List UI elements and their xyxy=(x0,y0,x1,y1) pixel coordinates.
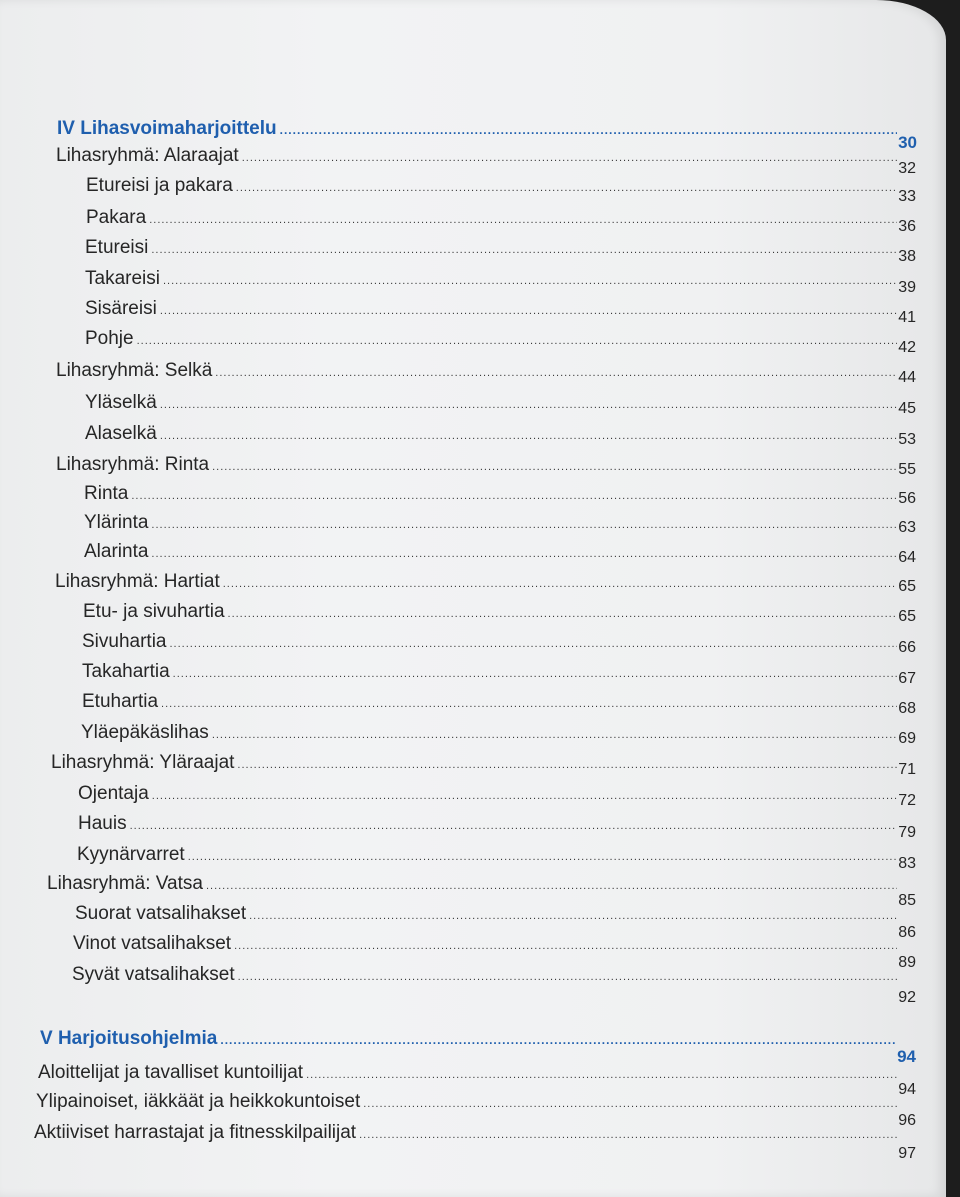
toc-entry-page: 86 xyxy=(898,924,916,941)
toc-entry-label: Suorat vatsalihakset xyxy=(75,903,247,924)
toc-entry-page: 65 xyxy=(898,578,916,595)
toc-entry xyxy=(85,392,916,417)
toc-entry xyxy=(47,873,916,909)
toc-leader-dots xyxy=(151,244,897,256)
toc-entry-page: 97 xyxy=(898,1145,916,1162)
toc-leader-dots xyxy=(170,638,898,650)
toc-entry xyxy=(85,298,916,326)
toc-entry-page: 36 xyxy=(898,218,916,235)
toc-entry-page: 41 xyxy=(898,309,916,326)
toc-leader-dots xyxy=(160,305,897,317)
toc-entry-page: 65 xyxy=(898,608,916,625)
toc-entry xyxy=(36,1091,916,1129)
toc-entry-page: 53 xyxy=(898,431,916,448)
toc-entry-page: 85 xyxy=(898,892,916,909)
toc-entry xyxy=(56,360,916,386)
toc-leader-dots xyxy=(280,123,897,137)
toc-entry xyxy=(38,1062,916,1098)
toc-leader-dots xyxy=(236,182,897,194)
toc-leader-dots xyxy=(237,759,897,771)
toc-entry-label: Sivuhartia xyxy=(82,631,167,652)
toc-entry-label: Alaselkä xyxy=(85,423,157,444)
toc-leader-dots xyxy=(131,490,897,502)
toc-leader-dots xyxy=(188,851,898,863)
toc-entry-label: Rinta xyxy=(84,483,129,504)
toc-leader-dots xyxy=(151,519,897,531)
toc-entry xyxy=(56,145,916,177)
toc-leader-dots xyxy=(149,214,897,226)
toc-entry xyxy=(85,423,916,448)
toc-leader-dots xyxy=(359,1129,897,1141)
toc-entry-page: 89 xyxy=(898,954,916,971)
toc-entry-page: 83 xyxy=(898,855,916,872)
toc-entry-page: 68 xyxy=(898,700,916,717)
toc-leader-dots xyxy=(151,548,897,560)
toc-entry-label: Aloittelijat ja tavalliset kuntoilijat xyxy=(38,1062,304,1083)
toc-entry-page: 45 xyxy=(898,400,916,417)
toc-entry-label: Lihasryhmä: Alaraajat xyxy=(56,145,239,166)
toc-entry-label: Takahartia xyxy=(82,661,170,682)
toc-entry-label: Syvät vatsalihakset xyxy=(72,964,235,985)
toc-leader-dots xyxy=(249,910,897,922)
toc-entry-label: Lihasryhmä: Vatsa xyxy=(47,873,203,894)
toc-leader-dots xyxy=(137,335,898,347)
toc-entry-label: Hauis xyxy=(78,813,127,834)
toc-entry xyxy=(84,483,916,505)
toc-entry xyxy=(56,454,916,476)
toc-entry-label: Pohje xyxy=(85,328,134,349)
toc-entry-page: 56 xyxy=(898,490,916,507)
toc-entry xyxy=(77,844,916,872)
toc-leader-dots xyxy=(238,971,898,983)
toc-entry xyxy=(75,903,916,941)
toc-entry-label: Takareisi xyxy=(85,268,160,289)
toc-heading-v xyxy=(40,1028,916,1066)
toc-leader-dots xyxy=(242,152,897,164)
toc-leader-dots xyxy=(228,608,898,620)
toc-heading-title: IV Lihasvoimaharjoittelu xyxy=(57,118,277,139)
toc-entry xyxy=(83,601,916,623)
toc-entry-page: 39 xyxy=(898,279,916,296)
toc-entry-label: Lihasryhmä: Selkä xyxy=(56,360,213,381)
toc-entry xyxy=(78,813,916,841)
toc-leader-dots xyxy=(223,578,897,590)
toc-heading-page: 94 xyxy=(897,1047,916,1066)
toc-entry xyxy=(85,237,916,265)
toc-heading-title: V Harjoitusohjelmia xyxy=(40,1028,218,1049)
toc-leader-dots xyxy=(161,698,897,710)
toc-entry-page: 44 xyxy=(898,369,916,386)
toc-entry-label: Yläepäkäslihas xyxy=(81,722,209,743)
toc-entry-page: 72 xyxy=(898,792,916,809)
toc-entry-page: 32 xyxy=(898,160,916,177)
toc-leader-dots xyxy=(234,940,897,952)
toc-entry-label: Vinot vatsalihakset xyxy=(73,933,232,954)
toc-leader-dots xyxy=(160,430,897,442)
toc-leader-dots xyxy=(206,880,897,892)
toc-entry-page: 92 xyxy=(898,989,916,1006)
toc-entry xyxy=(85,328,916,356)
toc-entry-label: Sisäreisi xyxy=(85,298,157,319)
toc-entry xyxy=(82,691,916,717)
toc-entry-page: 66 xyxy=(898,639,916,656)
toc-entry xyxy=(72,964,916,1006)
toc-entry xyxy=(86,175,916,205)
toc-entry-page: 67 xyxy=(898,670,916,687)
toc-leader-dots xyxy=(220,1033,896,1047)
toc-leader-dots xyxy=(173,668,898,680)
toc-entry-label: Kyynärvarret xyxy=(77,844,185,865)
toc-entry-page: 96 xyxy=(898,1112,916,1129)
toc-entry-label: Ylärinta xyxy=(84,512,149,533)
toc-entry xyxy=(81,722,916,747)
toc-entry xyxy=(84,541,916,566)
toc-heading-page: 30 xyxy=(898,133,917,152)
toc-entry-page: 69 xyxy=(898,730,916,747)
toc-entry-page: 63 xyxy=(898,519,916,536)
toc-entry xyxy=(51,752,916,778)
toc-entry xyxy=(82,631,916,656)
toc-entry-label: Lihasryhmä: Hartiat xyxy=(55,571,220,592)
toc-entry-label: Yläselkä xyxy=(85,392,157,413)
toc-leader-dots xyxy=(212,461,897,473)
toc-entry xyxy=(78,783,916,809)
toc-entry-label: Aktiiviset harrastajat ja fitnesskilpailijat xyxy=(34,1122,357,1143)
toc-entry-page: 79 xyxy=(898,824,916,841)
toc-entry xyxy=(85,268,916,296)
toc-entry-label: Lihasryhmä: Yläraajat xyxy=(51,752,235,773)
toc-entry xyxy=(84,512,916,534)
toc-entry-label: Lihasryhmä: Rinta xyxy=(56,454,210,475)
toc-entry-label: Etu- ja sivuhartia xyxy=(83,601,225,622)
toc-entry-label: Etureisi xyxy=(85,237,149,258)
toc-entry-label: Etureisi ja pakara xyxy=(86,175,233,196)
toc-entry-label: Etuhartia xyxy=(82,691,159,712)
toc-entry-page: 42 xyxy=(898,339,916,356)
toc-entry xyxy=(73,933,916,971)
toc-leader-dots xyxy=(363,1098,897,1110)
toc-entry xyxy=(86,207,916,235)
toc-leader-dots xyxy=(306,1069,897,1081)
toc-heading-iv xyxy=(57,118,917,152)
toc-entry xyxy=(82,661,916,687)
toc-leader-dots xyxy=(163,275,897,287)
toc-entry-page: 38 xyxy=(898,248,916,265)
toc-entry-page: 94 xyxy=(898,1081,916,1098)
toc-entry-label: Ylipainoiset, iäkkäät ja heikkokuntoiset xyxy=(36,1091,361,1112)
toc-leader-dots xyxy=(215,367,897,379)
toc-leader-dots xyxy=(160,399,897,411)
toc-entry xyxy=(34,1122,916,1162)
toc-entry-page: 71 xyxy=(898,761,916,778)
toc-entry-label: Ojentaja xyxy=(78,783,149,804)
toc-entry-label: Pakara xyxy=(86,207,147,228)
toc-entry-page: 64 xyxy=(898,549,916,566)
toc-leader-dots xyxy=(152,790,897,802)
toc-entry xyxy=(55,571,916,593)
toc-entry-page: 55 xyxy=(898,461,916,478)
toc-entry-label: Alarinta xyxy=(84,541,149,562)
toc-leader-dots xyxy=(212,729,897,741)
toc-leader-dots xyxy=(130,820,898,832)
toc-entry-page: 33 xyxy=(898,188,916,205)
